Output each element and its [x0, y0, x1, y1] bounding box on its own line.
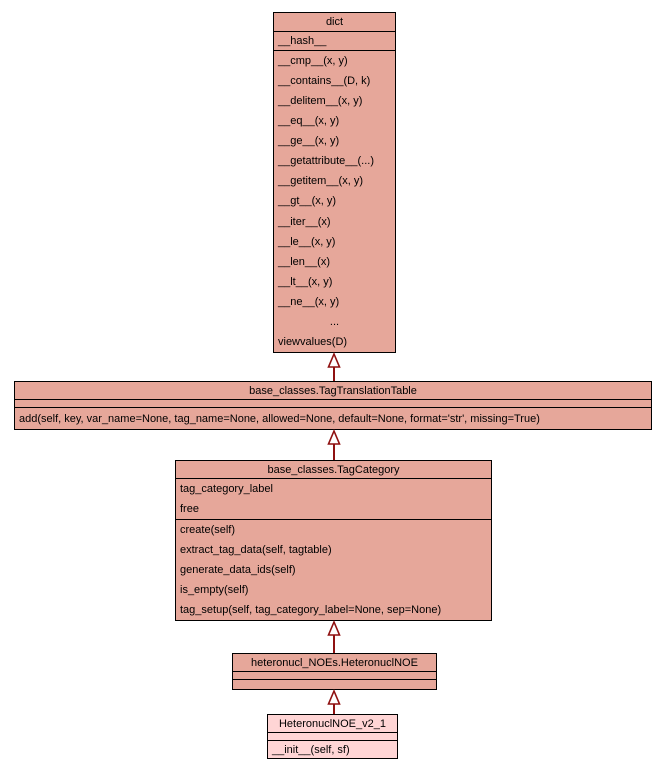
- method-row: add(self, key, var_name=None, tag_name=None, allowed=None, default=None, format='str', missing=True): [19, 412, 540, 425]
- class-node-tagcategory[interactable]: [175, 460, 492, 621]
- inheritance-arrow: [326, 353, 342, 382]
- inheritance-arrow: [326, 690, 342, 714]
- method-row: __delitem__(x, y): [278, 95, 363, 108]
- methods-section: [15, 408, 651, 429]
- method-row: __gt__(x, y): [278, 195, 337, 208]
- class-title: heteronucl_NOEs.HeteronuclNOE: [233, 654, 436, 672]
- attribute-row: free: [180, 503, 199, 515]
- attributes-section: [268, 733, 397, 741]
- class-node-dict[interactable]: [273, 12, 396, 353]
- methods-section: [176, 520, 491, 620]
- method-row: __lt__(x, y): [278, 275, 333, 288]
- method-row: viewvalues(D): [278, 335, 348, 348]
- attributes-section: [233, 672, 436, 680]
- attributes-section: [176, 479, 491, 520]
- method-row: __ne__(x, y): [278, 295, 340, 308]
- method-row: tag_setup(self, tag_category_label=None, sep=None): [180, 604, 442, 616]
- class-node-heteronuclnoe[interactable]: [232, 653, 437, 690]
- method-row: __getattribute__(...): [278, 155, 375, 168]
- methods-section: [268, 741, 397, 758]
- attributes-section: [274, 32, 395, 51]
- method-row: generate_data_ids(self): [180, 564, 296, 576]
- method-row: __ge__(x, y): [278, 135, 340, 148]
- method-row: __le__(x, y): [278, 235, 336, 248]
- method-row: __init__(self, sf): [272, 743, 350, 756]
- method-row: __cmp__(x, y): [278, 55, 348, 68]
- methods-section: [233, 680, 436, 689]
- ellipsis-row: ...: [329, 315, 340, 328]
- attribute-row: tag_category_label: [180, 483, 273, 495]
- method-row: extract_tag_data(self, tagtable): [180, 544, 332, 556]
- class-title: HeteronuclNOE_v2_1: [268, 715, 397, 733]
- class-title: dict: [274, 13, 395, 32]
- class-node-tagtranslationtable[interactable]: [14, 381, 652, 430]
- class-title: base_classes.TagTranslationTable: [15, 382, 651, 400]
- inheritance-arrow: [326, 621, 342, 654]
- attribute-row: __hash__: [278, 35, 327, 47]
- method-row: __eq__(x, y): [278, 115, 340, 128]
- class-node-heteronuclnoe-v2-1[interactable]: [267, 714, 398, 759]
- method-row: __getitem__(x, y): [278, 175, 363, 188]
- method-row: __iter__(x): [278, 215, 331, 228]
- attributes-section: [15, 400, 651, 408]
- class-title: base_classes.TagCategory: [176, 461, 491, 479]
- method-row: create(self): [180, 524, 236, 536]
- methods-section: [274, 51, 395, 352]
- method-row: is_empty(self): [180, 584, 249, 596]
- method-row: __contains__(D, k): [278, 75, 371, 88]
- method-row: __len__(x): [278, 255, 330, 268]
- inheritance-arrow: [326, 430, 342, 461]
